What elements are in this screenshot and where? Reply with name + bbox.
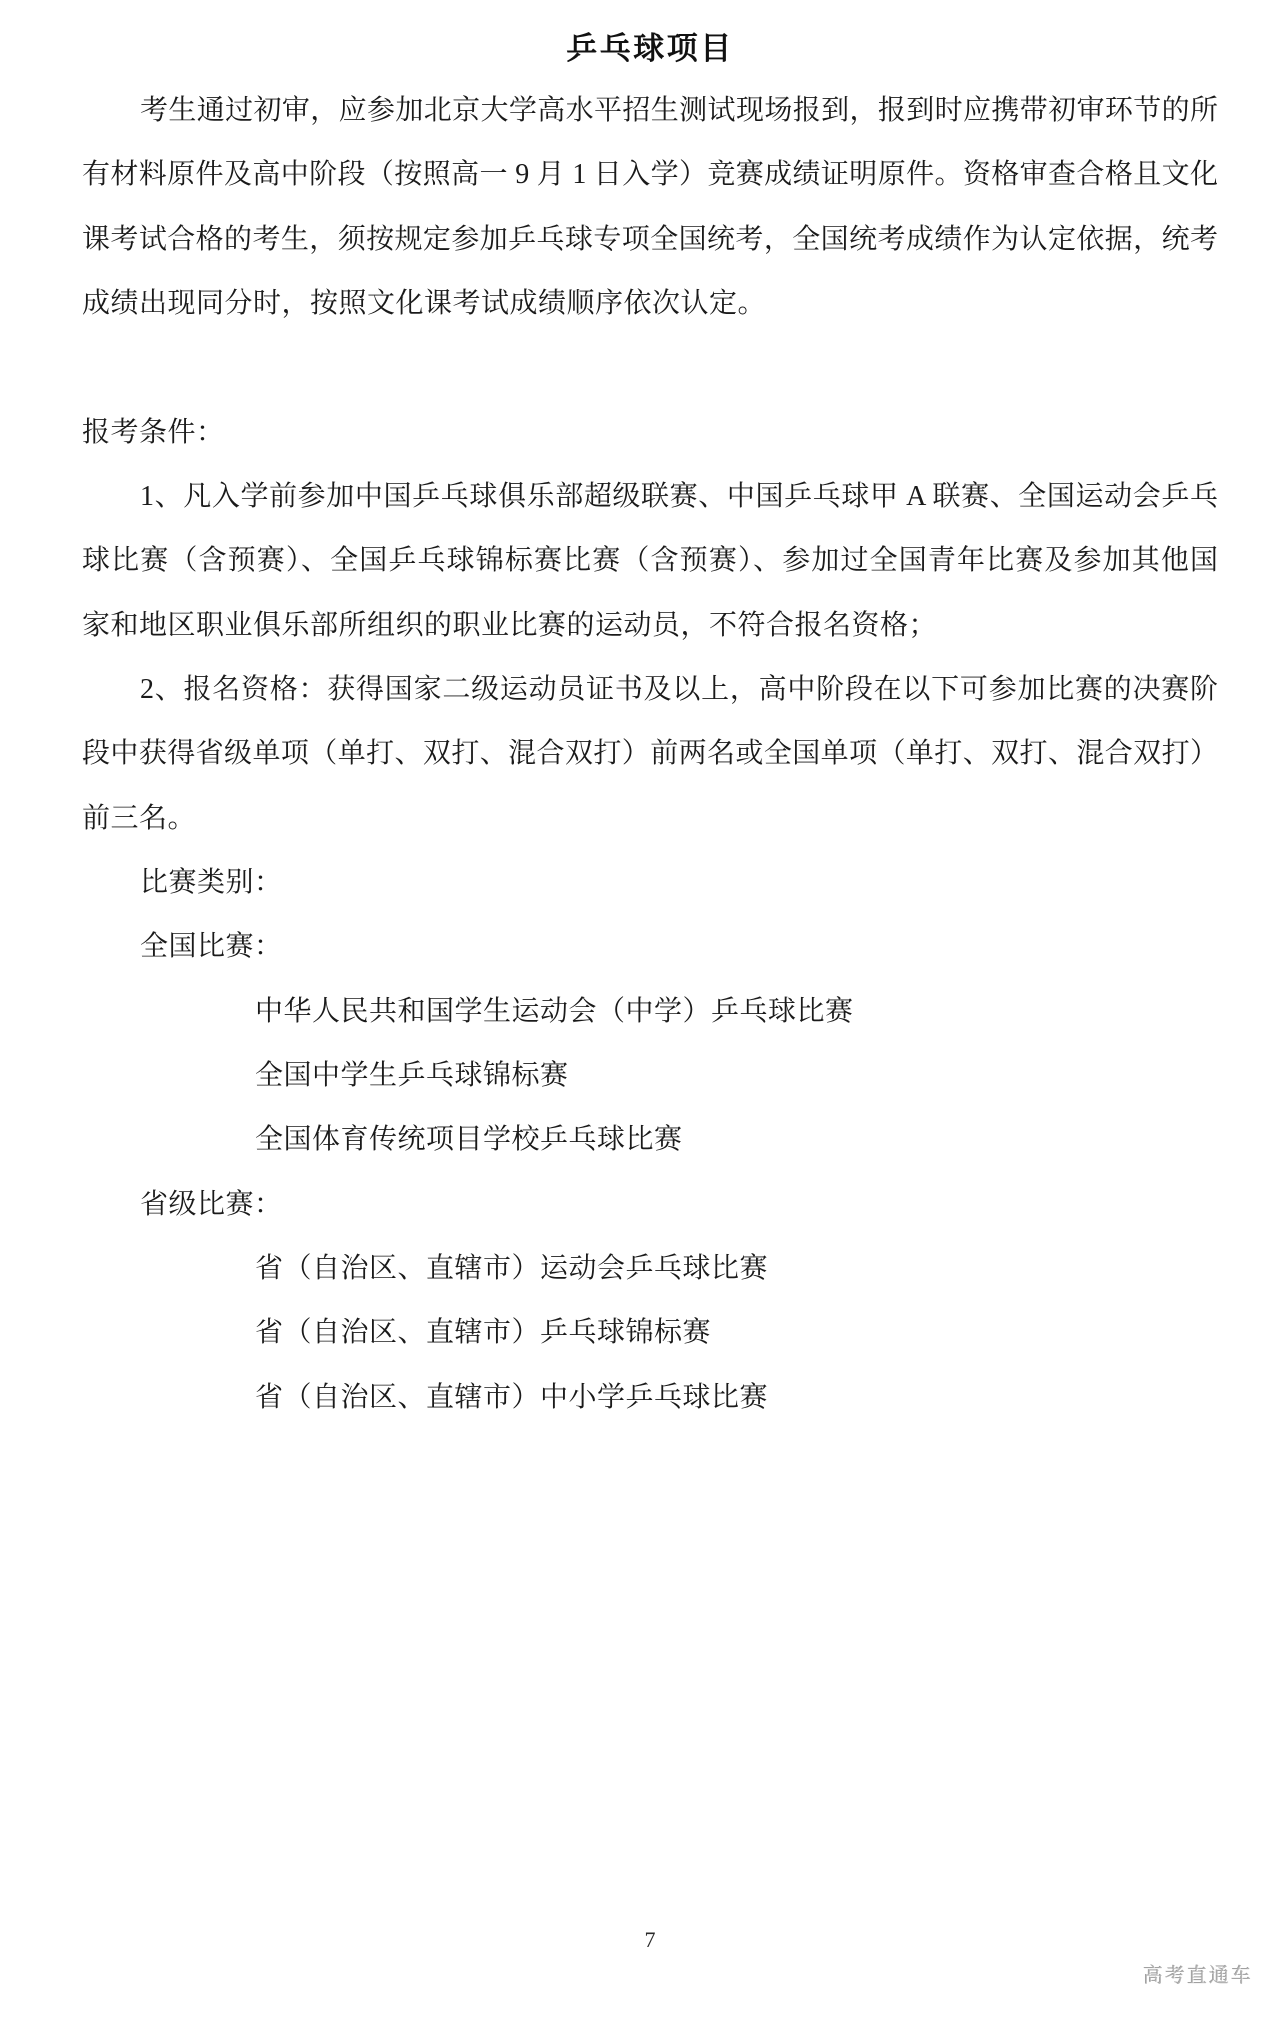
paragraph-line: 家和地区职业俱乐部所组织的职业比赛的运动员，不符合报名资格； [82, 609, 938, 641]
paragraph-line: 前三名。 [82, 802, 197, 834]
section-heading: 报考条件： [82, 416, 225, 448]
list-item: 省（自治区、直辖市）中小学乒乓球比赛 [255, 1381, 769, 1413]
watermark: 高考直通车 [1143, 1965, 1253, 1987]
paragraph-line: 球比赛（含预赛）、全国乒乓球锦标赛比赛（含预赛）、参加过全国青年比赛及参加其他国 [82, 545, 1218, 577]
section-heading: 全国比赛： [140, 931, 283, 963]
list-item: 省（自治区、直辖市）乒乓球锦标赛 [255, 1317, 712, 1349]
section-heading: 省级比赛： [140, 1188, 283, 1220]
paragraph-line: 1、凡入学前参加中国乒乓球俱乐部超级联赛、中国乒乓球甲 A 联赛、全国运动会乒乓 [140, 480, 1218, 512]
paragraph-line: 有材料原件及高中阶段（按照高一 9 月 1 日入学）竞赛成绩证明原件。资格审查合格且文化 [82, 159, 1218, 191]
list-item: 全国体育传统项目学校乒乓球比赛 [255, 1124, 683, 1156]
document-body [82, 95, 1218, 1446]
section-heading: 比赛类别： [140, 866, 283, 898]
paragraph-line: 课考试合格的考生，须按规定参加乒乓球专项全国统考，全国统考成绩作为认定依据，统考 [82, 223, 1218, 255]
paragraph-line: 成绩出现同分时，按照文化课考试成绩顺序依次认定。 [82, 287, 767, 319]
paragraph-line: 2、报名资格：获得国家二级运动员证书及以上，高中阶段在以下可参加比赛的决赛阶 [140, 673, 1218, 705]
blank-line [82, 352, 1218, 416]
paragraph-line: 段中获得省级单项（单打、双打、混合双打）前两名或全国单项（单打、双打、混合双打） [82, 738, 1218, 770]
list-item: 全国中学生乒乓球锦标赛 [255, 1059, 569, 1091]
page-number: 7 [644, 1927, 656, 1952]
list-item: 省（自治区、直辖市）运动会乒乓球比赛 [255, 1252, 769, 1284]
paragraph-line: 考生通过初审，应参加北京大学高水平招生测试现场报到，报到时应携带初审环节的所 [140, 95, 1218, 126]
list-item: 中华人民共和国学生运动会（中学）乒乓球比赛 [255, 995, 854, 1027]
document-title: 乒乓球项目 [566, 31, 734, 66]
